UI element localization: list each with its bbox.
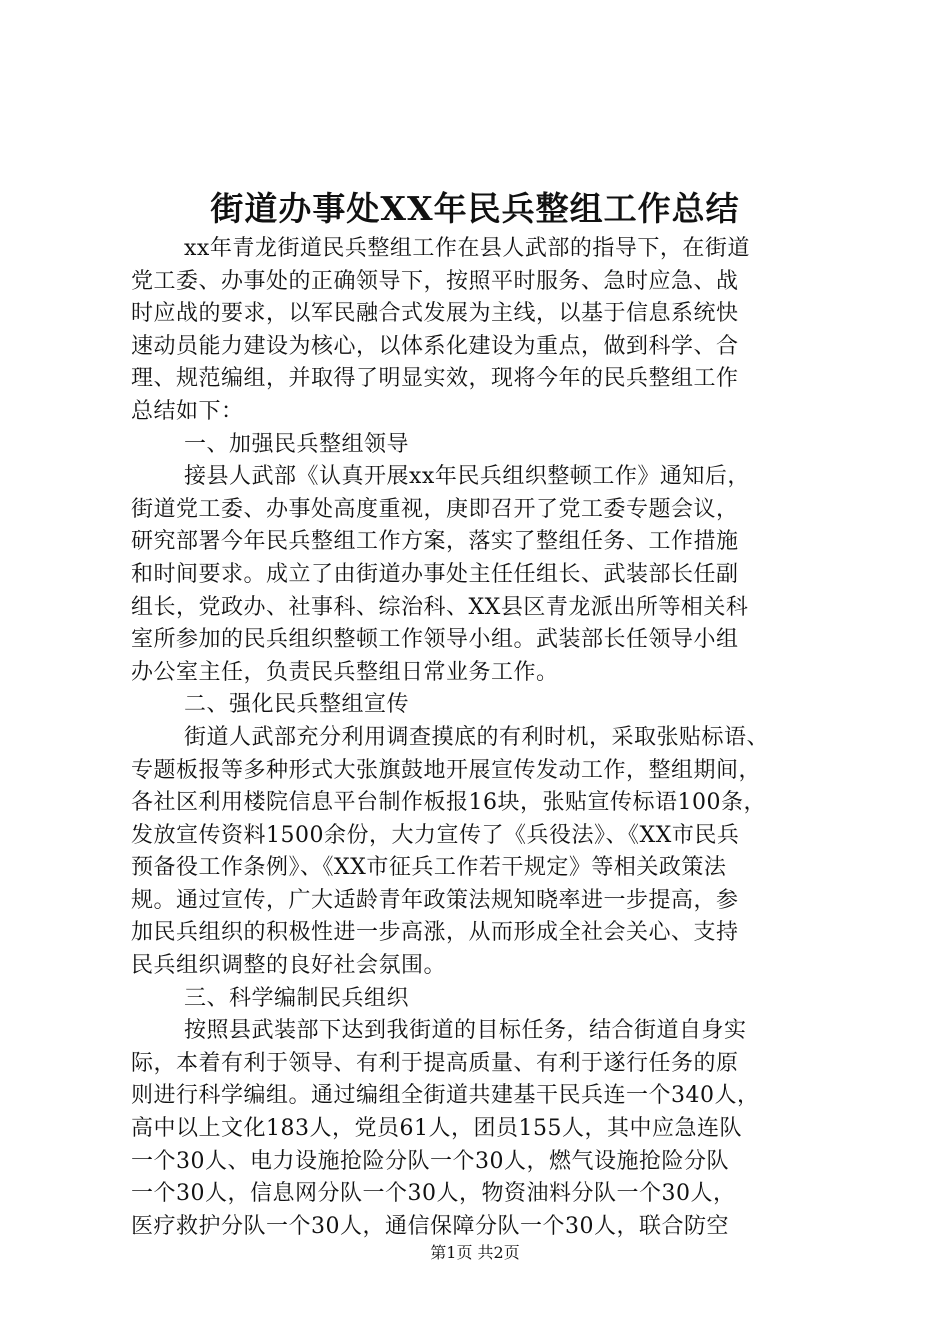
body-line: 一个30人，信息网分队一个30人，物资油料分队一个30人，: [131, 1181, 736, 1207]
body-line: 医疗救护分队一个30人，通信保障分队一个30人，联合防空: [131, 1213, 729, 1239]
body-line: 研究部署今年民兵整组工作方案，落实了整组任务、工作措施: [131, 529, 739, 555]
body-line: 理、规范编组，并取得了明显实效，现将今年的民兵整组工作: [131, 366, 739, 392]
body-line: 专题板报等多种形式大张旗鼓地开展宣传发动工作，整组期间，: [131, 757, 762, 783]
body-line: xx年青龙街道民兵整组工作在县人武部的指导下，在街道: [184, 236, 750, 261]
section-heading: 二、强化民兵整组宣传: [184, 692, 410, 718]
page-number-footer: 第1页 共2页: [430, 1243, 520, 1262]
body-line: 速动员能力建设为核心，以体系化建设为重点，做到科学、合: [131, 333, 739, 359]
section-heading: 一、加强民兵整组领导: [184, 431, 410, 457]
body-line: 预备役工作条例》、《XX市征兵工作若干规定》等相关政策法: [131, 855, 727, 881]
body-line: 高中以上文化183人，党员61人，团员155人，其中应急连队: [131, 1116, 742, 1142]
body-line: 办公室主任，负责民兵整组日常业务工作。: [131, 659, 559, 685]
body-line: 则进行科学编组。通过编组全街道共建基干民兵连一个340人，: [131, 1083, 760, 1109]
body-line: 党工委、办事处的正确领导下，按照平时服务、急时应急、战: [131, 268, 739, 294]
body-line: 和时间要求。成立了由街道办事处主任任组长、武装部长任副: [131, 561, 739, 587]
body-line: 室所参加的民兵组织整顿工作领导小组。武装部长任领导小组: [131, 627, 739, 653]
document-title: 街道办事处XX年民兵整组工作总结: [210, 189, 740, 228]
body-line: 规。通过宣传，广大适龄青年政策法规知晓率进一步提高，参: [131, 887, 739, 913]
body-line: 街道人武部充分利用调查摸底的有利时机，采取张贴标语、: [184, 724, 770, 750]
body-line: 街道党工委、办事处高度重视，庚即召开了党工委专题会议，: [131, 496, 739, 522]
body-line: 时应战的要求，以军民融合式发展为主线，以基于信息系统快: [131, 301, 739, 327]
body-line: 总结如下：: [131, 398, 244, 424]
body-line: 按照县武装部下达到我街道的目标任务，结合街道自身实: [184, 1018, 747, 1044]
body-line: 一个30人、电力设施抢险分队一个30人，燃气设施抢险分队: [131, 1148, 729, 1174]
body-line: 组长，党政办、社事科、综治科、XX县区青龙派出所等相关科: [131, 594, 749, 620]
body-line: 接县人武部《认真开展xx年民兵组织整顿工作》通知后，: [184, 464, 750, 490]
body-line: 发放宣传资料1500余份，大力宣传了《兵役法》、《XX市民兵: [131, 822, 740, 848]
section-heading: 三、科学编制民兵组织: [184, 985, 410, 1011]
document-body: [131, 233, 831, 1243]
body-line: 际，本着有利于领导、有利于提高质量、有利于遂行任务的原: [131, 1050, 739, 1076]
body-line: 民兵组织调整的良好社会氛围。: [131, 953, 447, 979]
body-line: 加民兵组织的积极性进一步高涨，从而形成全社会关心、支持: [131, 920, 739, 946]
body-line: 各社区利用楼院信息平台制作板报16块，张贴宣传标语100条，: [131, 790, 766, 816]
